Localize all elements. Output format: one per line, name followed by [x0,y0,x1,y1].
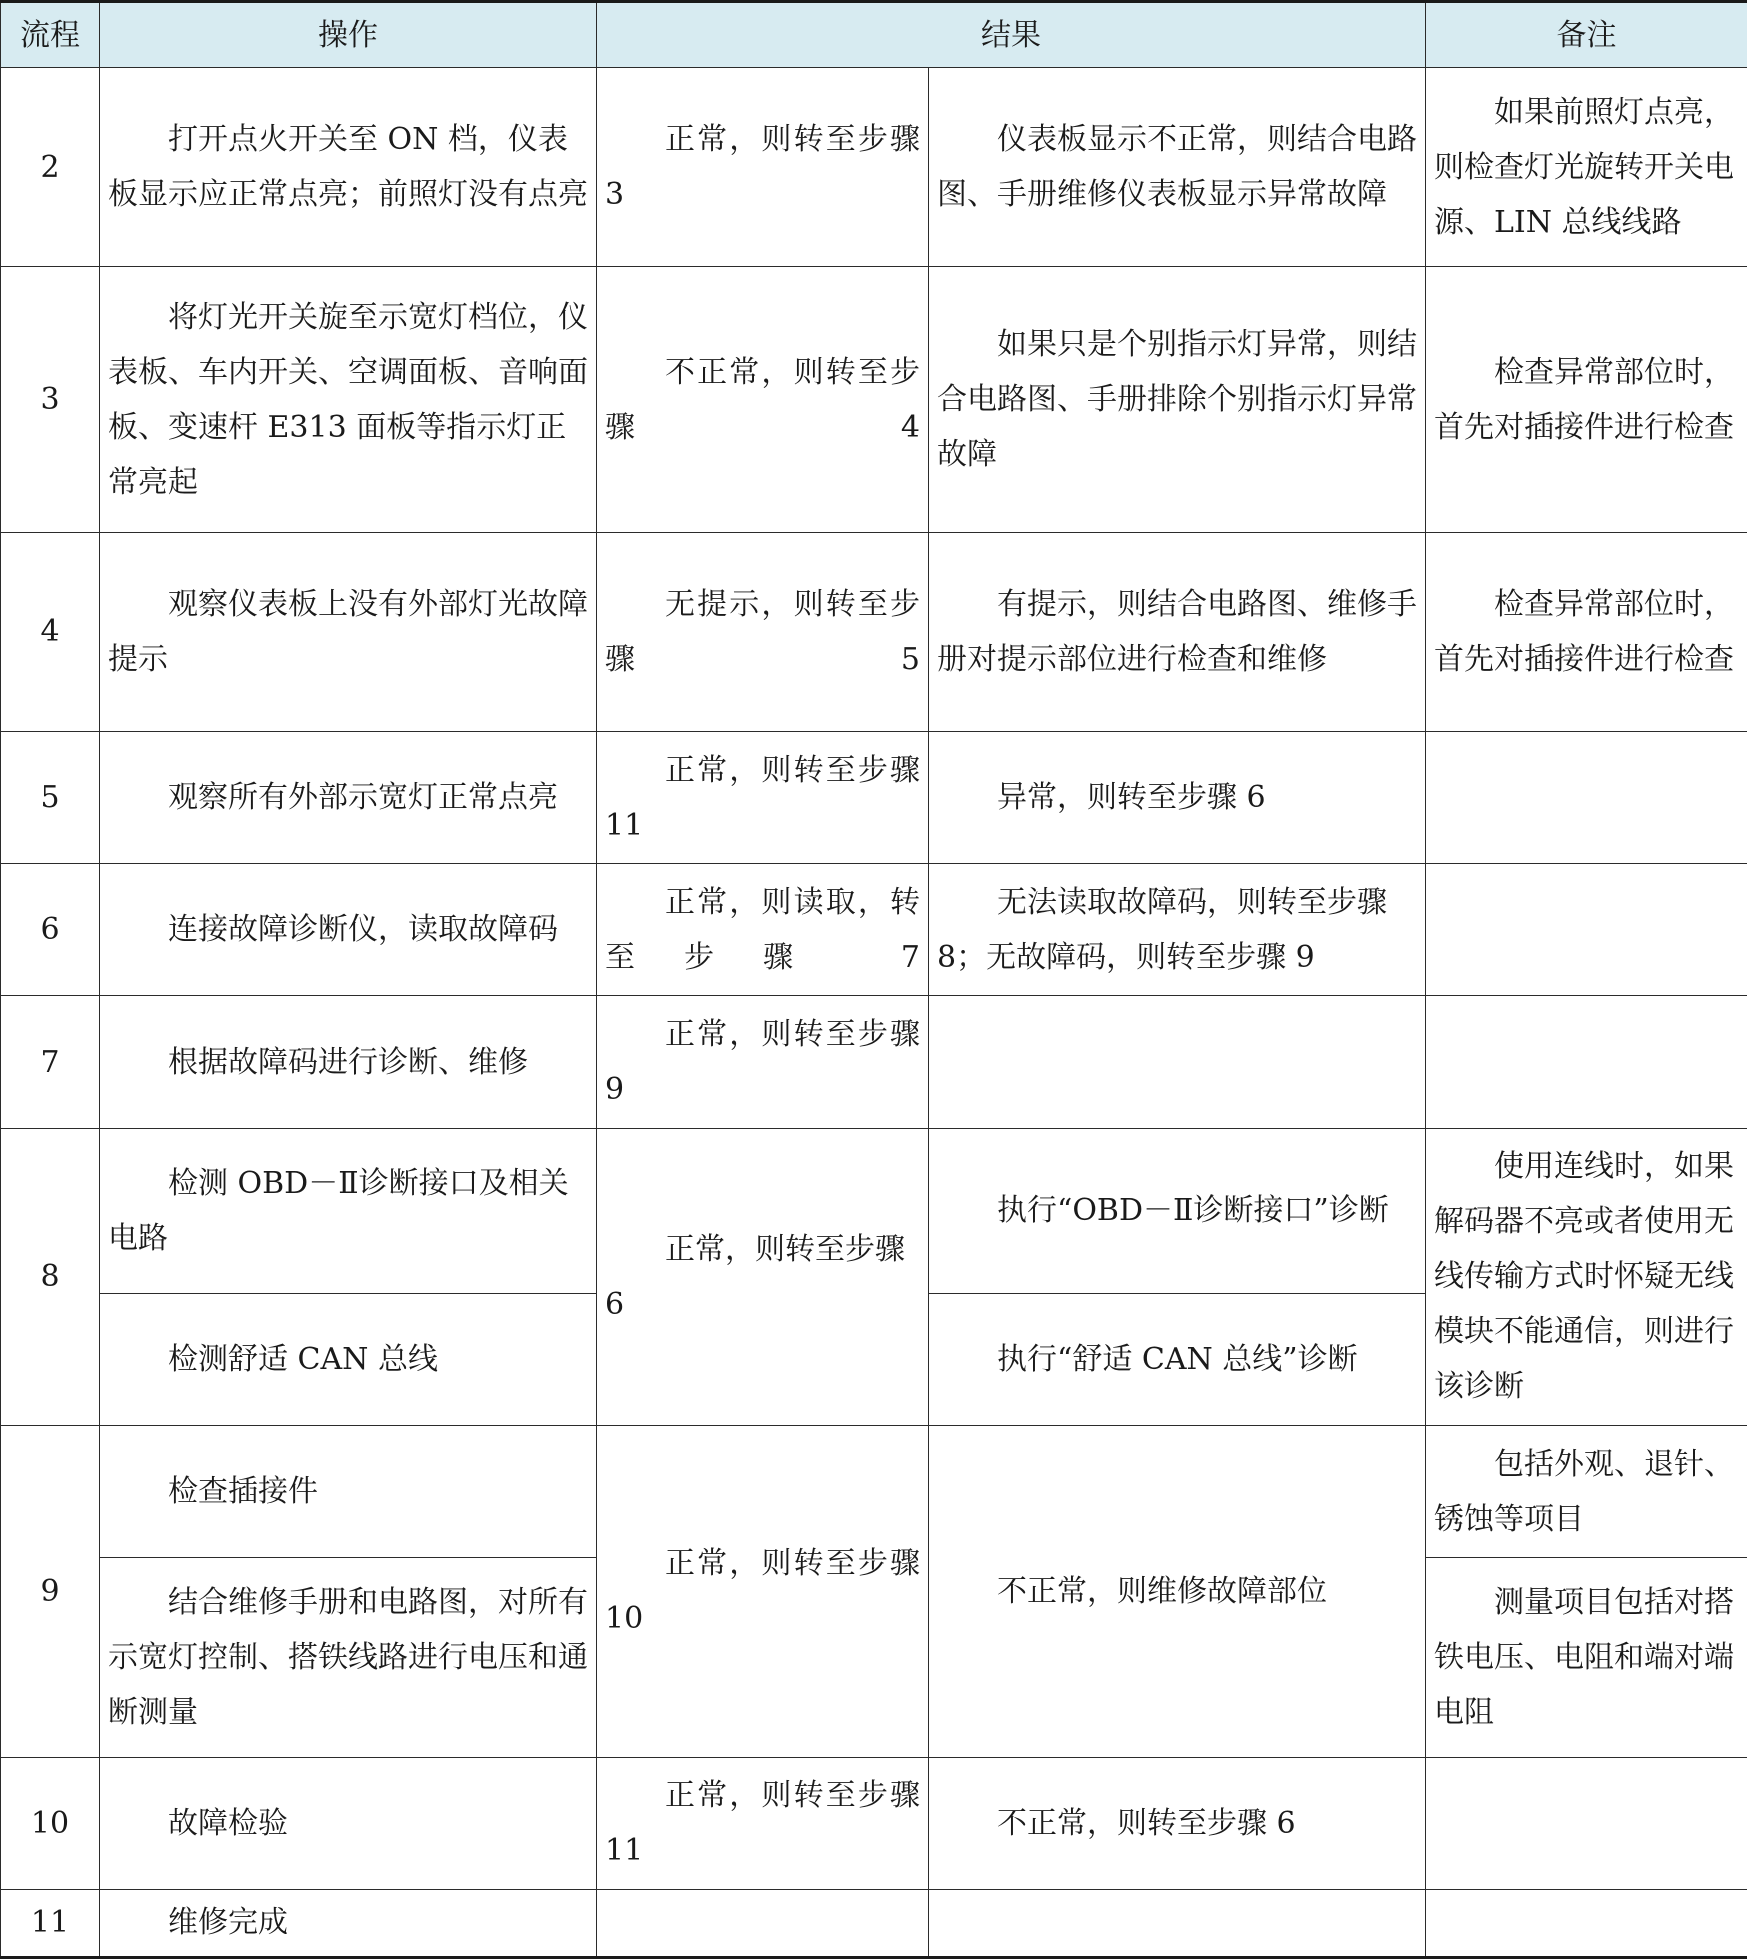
note-cell: 测量项目包括对搭铁电压、电阻和端对端电阻 [1426,1558,1747,1757]
step-number: 3 [1,267,100,532]
result-ok-cell: 正常，则转至步骤 9 [597,996,929,1128]
note-cell: 如果前照灯点亮，则检查灯光旋转开关电源、LIN 总线线路 [1426,68,1747,267]
result-fail-cell: 不正常，则转至步骤 6 [929,1757,1426,1889]
header-note: 备注 [1426,2,1747,68]
operation-cell: 故障检验 [100,1757,597,1889]
note-cell: 使用连线时，如果解码器不亮或者使用无线传输方式时怀疑无线模块不能通信，则进行该诊断 [1426,1128,1747,1425]
operation-cell: 打开点火开关至 ON 档，仪表板显示应正常点亮；前照灯没有点亮 [100,68,597,267]
result-ok-cell: 正常，则转至步骤 3 [597,68,929,267]
table-row [1,267,1747,532]
note-cell: 检查异常部位时，首先对插接件进行检查 [1426,267,1747,532]
operation-cell: 观察所有外部示宽灯正常点亮 [100,732,597,864]
table-row [1,1128,1747,1293]
step-number: 5 [1,732,100,864]
operation-cell: 结合维修手册和电路图，对所有示宽灯控制、搭铁线路进行电压和通断测量 [100,1558,597,1757]
result-fail-cell: 有提示，则结合电路图、维修手册对提示部位进行检查和维修 [929,532,1426,731]
result-ok-cell: 正常，则转至步骤 6 [597,1128,929,1425]
note-cell [1426,996,1747,1128]
header-result: 结果 [597,2,1426,68]
note-cell: 包括外观、退针、锈蚀等项目 [1426,1426,1747,1558]
table-row [1,1757,1747,1889]
step-number: 2 [1,68,100,267]
result-fail-cell [929,996,1426,1128]
result-fail-cell: 执行“OBD－Ⅱ诊断接口”诊断 [929,1128,1426,1293]
step-number: 7 [1,996,100,1128]
operation-cell: 检查插接件 [100,1426,597,1558]
result-fail-cell: 无法读取故障码，则转至步骤 8；无故障码，则转至步骤 9 [929,864,1426,996]
result-ok-cell: 无提示，则转至步骤 5 [597,532,929,731]
header-flow: 流程 [1,2,100,68]
table-row [1,532,1747,731]
table-row [1,1426,1747,1558]
result-ok-cell [597,1889,929,1957]
header-operation: 操作 [100,2,597,68]
operation-cell: 维修完成 [100,1889,597,1957]
step-number: 11 [1,1889,100,1957]
result-fail-cell: 不正常，则维修故障部位 [929,1426,1426,1757]
table-row [1,864,1747,996]
step-number: 9 [1,1426,100,1757]
table-row [1,1889,1747,1957]
result-fail-cell: 异常，则转至步骤 6 [929,732,1426,864]
note-cell [1426,1889,1747,1957]
header-row [1,2,1747,68]
result-ok-cell: 不正常，则转至步骤 4 [597,267,929,532]
result-fail-cell [929,1889,1426,1957]
result-fail-cell: 仪表板显示不正常，则结合电路图、手册维修仪表板显示异常故障 [929,68,1426,267]
result-fail-cell: 如果只是个别指示灯异常，则结合电路图、手册排除个别指示灯异常故障 [929,267,1426,532]
step-number: 6 [1,864,100,996]
table-row [1,732,1747,864]
table-row [1,996,1747,1128]
result-ok-cell: 正常，则转至步骤 10 [597,1426,929,1757]
operation-cell: 将灯光开关旋至示宽灯档位，仪表板、车内开关、空调面板、音响面板、变速杆 E313 面板等指示灯正常亮起 [100,267,597,532]
result-ok-cell: 正常，则转至步骤 11 [597,732,929,864]
table-row [1,68,1747,267]
operation-cell: 根据故障码进行诊断、维修 [100,996,597,1128]
result-fail-cell: 执行“舒适 CAN 总线”诊断 [929,1293,1426,1425]
result-ok-cell: 正常，则读取，转至步骤 7 [597,864,929,996]
step-number: 10 [1,1757,100,1889]
operation-cell: 观察仪表板上没有外部灯光故障提示 [100,532,597,731]
note-cell [1426,864,1747,996]
operation-cell: 检测舒适 CAN 总线 [100,1293,597,1425]
note-cell: 检查异常部位时，首先对插接件进行检查 [1426,532,1747,731]
note-cell [1426,732,1747,864]
operation-cell: 检测 OBD－Ⅱ诊断接口及相关电路 [100,1128,597,1293]
step-number: 8 [1,1128,100,1425]
operation-cell: 连接故障诊断仪，读取故障码 [100,864,597,996]
note-cell [1426,1757,1747,1889]
result-ok-cell: 正常，则转至步骤 11 [597,1757,929,1889]
step-number: 4 [1,532,100,731]
